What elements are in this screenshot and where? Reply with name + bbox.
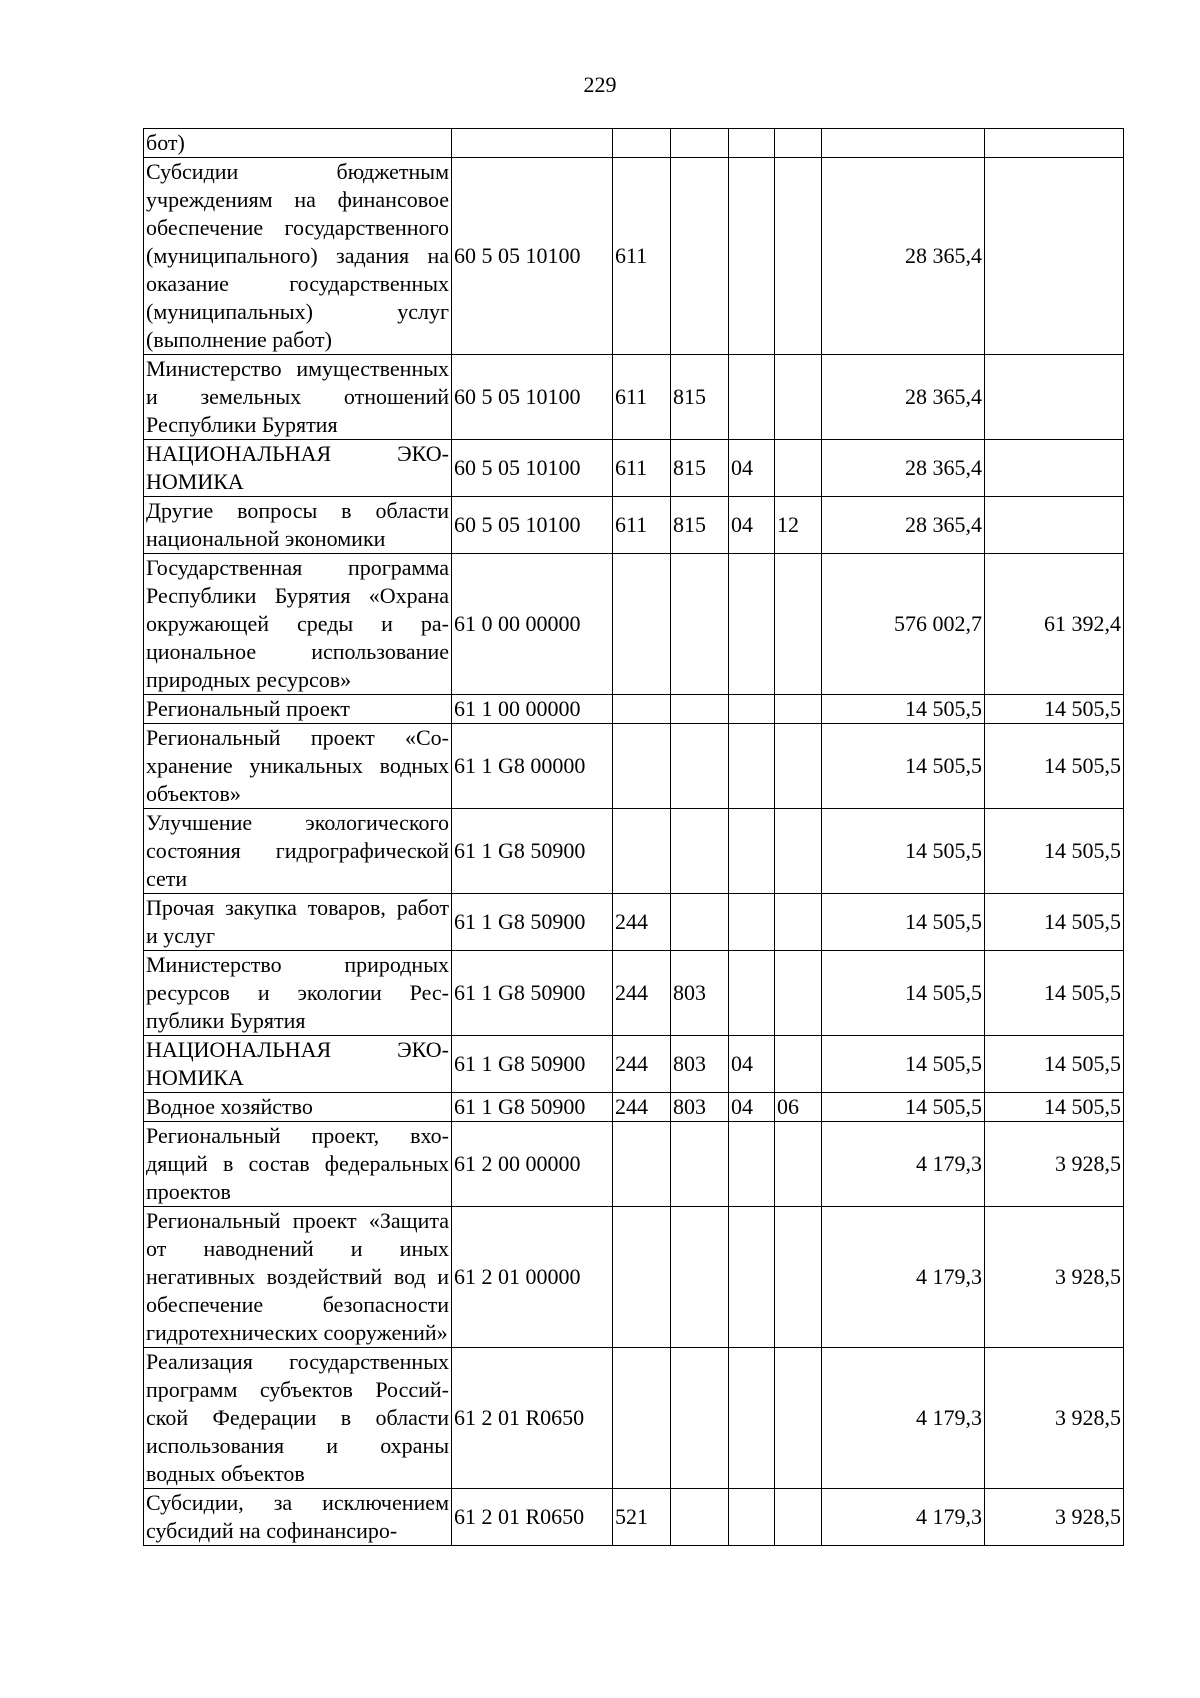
rz-cell: 04 <box>729 497 775 554</box>
sum1-cell: 14 505,5 <box>822 809 985 894</box>
sum2-cell: 3 928,5 <box>985 1348 1124 1489</box>
table-row <box>144 355 1124 440</box>
sum2-cell: 14 505,5 <box>985 894 1124 951</box>
ved-cell <box>671 695 729 724</box>
code-cell: 60 5 05 10100 <box>452 497 613 554</box>
code-cell: 61 2 01 R0650 <box>452 1489 613 1546</box>
pr-cell <box>775 1122 822 1207</box>
sum1-cell: 14 505,5 <box>822 951 985 1036</box>
sum1-cell: 14 505,5 <box>822 1036 985 1093</box>
sum2-cell: 14 505,5 <box>985 695 1124 724</box>
sum1-cell: 4 179,3 <box>822 1207 985 1348</box>
vr-cell: 611 <box>613 355 671 440</box>
sum1-cell: 576 002,7 <box>822 554 985 695</box>
ved-cell <box>671 554 729 695</box>
sum2-cell: 14 505,5 <box>985 724 1124 809</box>
sum1-cell: 28 365,4 <box>822 355 985 440</box>
code-cell: 61 1 00 00000 <box>452 695 613 724</box>
ved-cell: 815 <box>671 497 729 554</box>
ved-cell: 803 <box>671 1036 729 1093</box>
ved-cell <box>671 894 729 951</box>
table-row <box>144 497 1124 554</box>
pr-cell <box>775 1348 822 1489</box>
ved-cell <box>671 1207 729 1348</box>
sum2-cell: 61 392,4 <box>985 554 1124 695</box>
pr-cell <box>775 724 822 809</box>
rz-cell: 04 <box>729 1093 775 1122</box>
pr-cell <box>775 1036 822 1093</box>
rz-cell <box>729 951 775 1036</box>
code-cell: 61 1 G8 50900 <box>452 809 613 894</box>
name-cell: Прочая закупка товаров, работ и услуг <box>144 894 452 951</box>
vr-cell <box>613 129 671 158</box>
vr-cell <box>613 1207 671 1348</box>
sum1-cell: 14 505,5 <box>822 894 985 951</box>
sum2-cell: 3 928,5 <box>985 1122 1124 1207</box>
ved-cell: 803 <box>671 1093 729 1122</box>
name-cell: Региональный проект «Сохранение уникальных водных объектов» <box>144 724 452 809</box>
name-cell: Водное хозяйство <box>144 1093 452 1122</box>
vr-cell: 244 <box>613 951 671 1036</box>
table-row <box>144 1122 1124 1207</box>
pr-cell: 12 <box>775 497 822 554</box>
table-row <box>144 695 1124 724</box>
pr-cell <box>775 1489 822 1546</box>
code-cell: 61 1 G8 50900 <box>452 1036 613 1093</box>
ved-cell <box>671 809 729 894</box>
pr-cell <box>775 894 822 951</box>
sum1-cell: 4 179,3 <box>822 1122 985 1207</box>
rz-cell <box>729 1122 775 1207</box>
sum1-cell <box>822 129 985 158</box>
rz-cell <box>729 695 775 724</box>
rz-cell <box>729 129 775 158</box>
pr-cell <box>775 951 822 1036</box>
table-row <box>144 894 1124 951</box>
sum1-cell: 4 179,3 <box>822 1348 985 1489</box>
ved-cell <box>671 129 729 158</box>
vr-cell <box>613 695 671 724</box>
pr-cell <box>775 129 822 158</box>
pr-cell: 06 <box>775 1093 822 1122</box>
code-cell <box>452 129 613 158</box>
code-cell: 61 1 G8 50900 <box>452 894 613 951</box>
name-cell: Министерство имущественных и земельных отношений Республики Бурятия <box>144 355 452 440</box>
table-row <box>144 1489 1124 1546</box>
sum2-cell <box>985 497 1124 554</box>
rz-cell <box>729 1348 775 1489</box>
rz-cell <box>729 158 775 355</box>
code-cell: 60 5 05 10100 <box>452 158 613 355</box>
pr-cell <box>775 440 822 497</box>
name-cell: бот) <box>144 129 452 158</box>
sum2-cell: 14 505,5 <box>985 1093 1124 1122</box>
sum2-cell: 14 505,5 <box>985 1036 1124 1093</box>
table-row <box>144 1036 1124 1093</box>
table-row <box>144 809 1124 894</box>
vr-cell <box>613 809 671 894</box>
sum1-cell: 14 505,5 <box>822 724 985 809</box>
code-cell: 60 5 05 10100 <box>452 355 613 440</box>
vr-cell: 521 <box>613 1489 671 1546</box>
rz-cell: 04 <box>729 440 775 497</box>
rz-cell <box>729 1489 775 1546</box>
sum1-cell: 4 179,3 <box>822 1489 985 1546</box>
sum2-cell <box>985 129 1124 158</box>
vr-cell: 244 <box>613 1093 671 1122</box>
sum2-cell: 14 505,5 <box>985 951 1124 1036</box>
pr-cell <box>775 554 822 695</box>
code-cell: 61 0 00 00000 <box>452 554 613 695</box>
ved-cell: 803 <box>671 951 729 1036</box>
page-number: 229 <box>583 72 617 97</box>
name-cell: Улучшение экологического состояния гидрографической сети <box>144 809 452 894</box>
vr-cell: 611 <box>613 440 671 497</box>
ved-cell <box>671 1348 729 1489</box>
table-row <box>144 724 1124 809</box>
name-cell: Реализация государственных программ субъектов Российской Федерации в области использования и охраны водных объектов <box>144 1348 452 1489</box>
rz-cell <box>729 724 775 809</box>
code-cell: 61 2 00 00000 <box>452 1122 613 1207</box>
vr-cell: 244 <box>613 894 671 951</box>
sum2-cell <box>985 158 1124 355</box>
name-cell: НАЦИОНАЛЬНАЯ ЭКОНОМИКА <box>144 1036 452 1093</box>
table-row <box>144 440 1124 497</box>
name-cell: НАЦИОНАЛЬНАЯ ЭКОНОМИКА <box>144 440 452 497</box>
ved-cell <box>671 724 729 809</box>
code-cell: 60 5 05 10100 <box>452 440 613 497</box>
sum1-cell: 14 505,5 <box>822 1093 985 1122</box>
table-row <box>144 1207 1124 1348</box>
ved-cell: 815 <box>671 355 729 440</box>
vr-cell: 611 <box>613 158 671 355</box>
ved-cell <box>671 1489 729 1546</box>
sum2-cell <box>985 355 1124 440</box>
name-cell: Региональный проект <box>144 695 452 724</box>
name-cell: Субсидии, за исключением субсидий на софинансиро- <box>144 1489 452 1546</box>
rz-cell <box>729 355 775 440</box>
pr-cell <box>775 1207 822 1348</box>
code-cell: 61 1 G8 50900 <box>452 1093 613 1122</box>
pr-cell <box>775 809 822 894</box>
vr-cell <box>613 1348 671 1489</box>
pr-cell <box>775 158 822 355</box>
vr-cell: 244 <box>613 1036 671 1093</box>
sum1-cell: 28 365,4 <box>822 497 985 554</box>
rz-cell <box>729 894 775 951</box>
name-cell: Региональный проект, входящий в состав федеральных проектов <box>144 1122 452 1207</box>
sum1-cell: 28 365,4 <box>822 440 985 497</box>
name-cell: Государственная программа Республики Бурятия «Охрана окружающей среды и рациональное использование природных ресурсов» <box>144 554 452 695</box>
name-cell: Субсидии бюджетным учреждениям на финансовое обеспечение государственного (муниципального) задания на оказание государственных (муниципальных) услуг (выполнение работ) <box>144 158 452 355</box>
sum2-cell: 3 928,5 <box>985 1489 1124 1546</box>
code-cell: 61 2 01 R0650 <box>452 1348 613 1489</box>
ved-cell <box>671 158 729 355</box>
name-cell: Другие вопросы в области национальной экономики <box>144 497 452 554</box>
sum1-cell: 28 365,4 <box>822 158 985 355</box>
sum2-cell: 3 928,5 <box>985 1207 1124 1348</box>
rz-cell: 04 <box>729 1036 775 1093</box>
table-row <box>144 1093 1124 1122</box>
rz-cell <box>729 554 775 695</box>
budget-table <box>143 128 1124 1546</box>
vr-cell: 611 <box>613 497 671 554</box>
code-cell: 61 1 G8 00000 <box>452 724 613 809</box>
table-row <box>144 129 1124 158</box>
budget-table-body <box>144 129 1124 1546</box>
vr-cell <box>613 724 671 809</box>
rz-cell <box>729 809 775 894</box>
sum1-cell: 14 505,5 <box>822 695 985 724</box>
code-cell: 61 2 01 00000 <box>452 1207 613 1348</box>
ved-cell: 815 <box>671 440 729 497</box>
sum2-cell: 14 505,5 <box>985 809 1124 894</box>
pr-cell <box>775 695 822 724</box>
sum2-cell <box>985 440 1124 497</box>
name-cell: Министерство природных ресурсов и экологии Республики Бурятия <box>144 951 452 1036</box>
ved-cell <box>671 1122 729 1207</box>
table-row <box>144 158 1124 355</box>
rz-cell <box>729 1207 775 1348</box>
table-row <box>144 951 1124 1036</box>
pr-cell <box>775 355 822 440</box>
code-cell: 61 1 G8 50900 <box>452 951 613 1036</box>
vr-cell <box>613 554 671 695</box>
table-row <box>144 554 1124 695</box>
vr-cell <box>613 1122 671 1207</box>
table-row <box>144 1348 1124 1489</box>
name-cell: Региональный проект «Защита от наводнений и иных негативных воздействий вод и обеспечение безопасности гидротехнических сооружений» <box>144 1207 452 1348</box>
